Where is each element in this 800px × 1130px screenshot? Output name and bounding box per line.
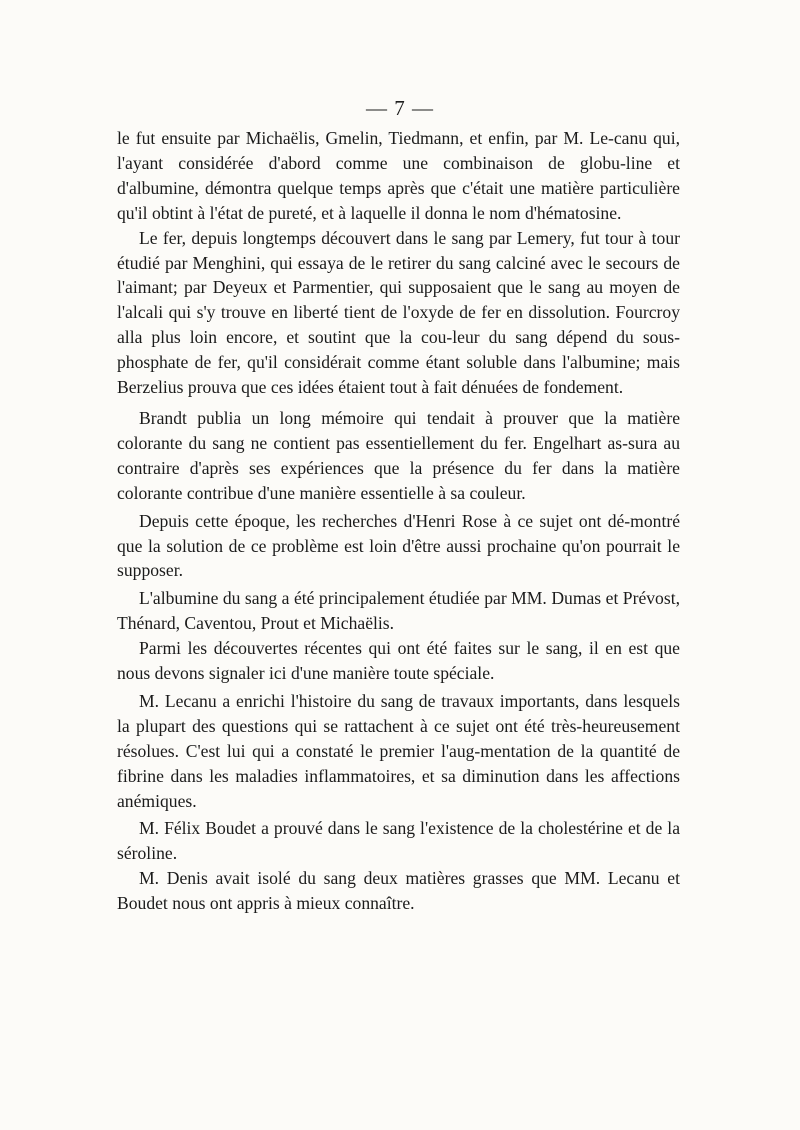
paragraph-9: M. Denis avait isolé du sang deux matières grasses que MM. Lecanu et Boudet nous ont appris à mieux connaître.	[117, 868, 680, 914]
paragraph-4: Depuis cette époque, les recherches d'Henri Rose à ce sujet ont dé-montré que la solution de ce problème est loin d'être aussi prochaine qu'on pourrait le supposer.	[117, 510, 680, 581]
page-number: — 7 —	[366, 96, 434, 120]
paragraph-6: Parmi les découvertes récentes qui ont été faites sur le sang, il en est que nous devons signaler ici d'une manière toute spéciale.	[117, 638, 680, 684]
paragraph-5: L'albumine du sang a été principalement étudiée par MM. Dumas et Prévost, Thénard, Caventou, Prout et Michaëlis.	[117, 588, 680, 634]
text-body	[117, 126, 680, 916]
paragraph-1: le fut ensuite par Michaëlis, Gmelin, Tiedmann, et enfin, par M. Le-canu qui, l'ayant considérée d'abord comme une combinaison de globu-line et d'albumine, démontra quelque temps après que c'était une matière particulière qu'il obtint à l'état de pureté, et à laquelle il donna le nom d'hématosine.	[117, 128, 680, 223]
paragraph-3: Brandt publia un long mémoire qui tendait à prouver que la matière colorante du sang ne contient pas essentiellement du fer. Engelhart as-sura au contraire d'après ses expériences que la présence du fer dans la matière colorante contribue d'une manière essentielle à sa couleur.	[117, 407, 680, 503]
paragraph-7: M. Lecanu a enrichi l'histoire du sang de travaux importants, dans lesquels la plupart des questions qui se rattachent à ce sujet ont été très-heureusement résolues. C'est lui qui a constaté le premier l'aug-mentation de la quantité de fibrine dans les maladies inflammatoires, et sa diminution dans les affections anémiques.	[117, 690, 680, 811]
paragraph-8: M. Félix Boudet a prouvé dans le sang l'existence de la cholestérine et de la séroline.	[117, 818, 680, 864]
paragraph-2: Le fer, depuis longtemps découvert dans le sang par Lemery, fut tour à tour étudié par Menghini, qui essaya de le retirer du sang calciné avec le secours de l'aimant; par Deyeux et Parmentier, qui supposaient que le sang au moyen de l'alcali qui s'y trouve en liberté tient de l'oxyde de fer en dissolution. Fourcroy alla plus loin encore, et soutint que la cou-leur du sang dépend du sous-phosphate de fer, qu'il considérait comme étant soluble dans l'albumine; mais Berzelius prouva que ces idées étaient tout à fait dénuées de fondement.	[117, 227, 680, 398]
